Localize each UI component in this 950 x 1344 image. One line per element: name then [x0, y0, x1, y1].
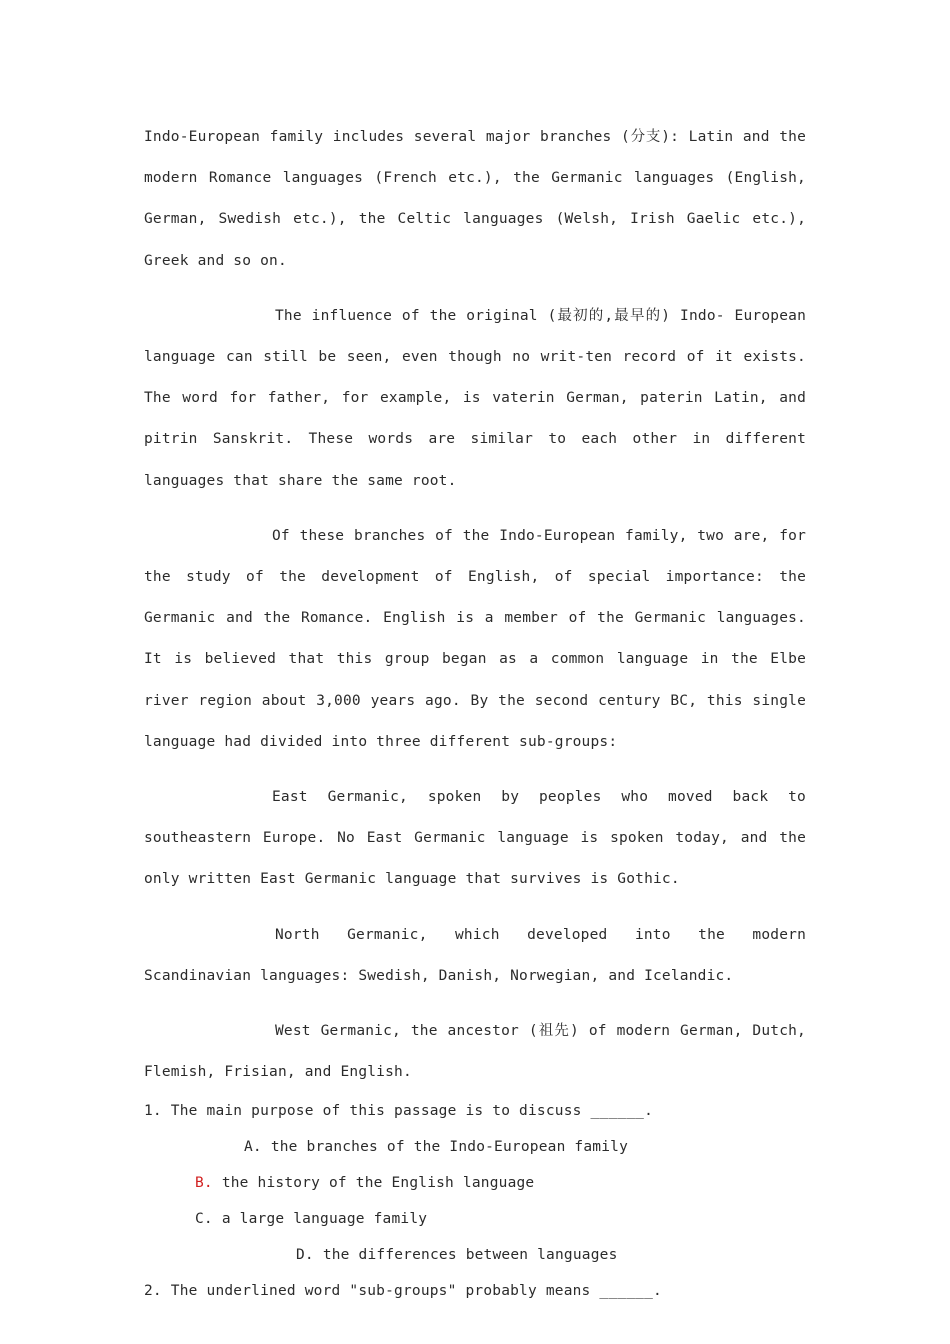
question-1-option-a[interactable] — [144, 1129, 806, 1165]
option-d-text: the differences between languages — [322, 1247, 618, 1264]
option-d-letter: D. — [296, 1247, 314, 1264]
passage-paragraph-4: East Germanic, spoken by peoples who moved back to southeastern Europe. No East Germanic language is spoken today, and the only written East Germanic language that survives is Gothic. — [144, 789, 806, 888]
option-a-text: the branches of the Indo-European family — [270, 1139, 629, 1156]
document-content — [144, 117, 806, 1309]
question-1-option-c[interactable] — [144, 1201, 806, 1237]
passage-paragraph-5: North Germanic, which developed into the modern Scandinavian languages: Swedish, Danish, Norwegian, and Icelandic. — [144, 926, 806, 984]
option-b-text: the history of the English language — [221, 1175, 535, 1192]
question-1-option-b[interactable] — [144, 1165, 806, 1201]
question-2-stem: 2. The underlined word "sub-groups" probably means ______. — [144, 1283, 662, 1300]
passage-paragraph-6: West Germanic, the ancestor (祖先) of modern German, Dutch, Flemish, Frisian, and English. — [144, 1023, 806, 1081]
question-2 — [144, 1273, 806, 1309]
option-c-text: a large language family — [221, 1211, 428, 1228]
question-1 — [144, 1093, 806, 1273]
option-b-letter: B. — [195, 1175, 213, 1192]
passage-paragraph-2: The influence of the original (最初的,最早的) Indo- European language can still be seen, even though no writ-ten record of it exists. The word for father, for example, is vaterin German, paterin Latin, and pitrin Sanskrit. These words are similar to each other in different languages that share the same root. — [144, 307, 806, 489]
option-c-letter: C. — [195, 1211, 213, 1228]
passage-paragraph-3: Of these branches of the Indo-European family, two are, for the study of the development of English, of special importance: the Germanic and the Romance. English is a member of the Germanic languages. It is believed that this group began as a common language in the Elbe river region about 3,000 years ago. By the second century BC, this single language had divided into three different sub-groups: — [144, 527, 806, 750]
question-1-stem: 1. The main purpose of this passage is to discuss ______. — [144, 1103, 653, 1120]
question-1-option-d[interactable] — [144, 1237, 806, 1273]
passage-paragraph-1: Indo-European family includes several major branches (分支): Latin and the modern Romance languages (French etc.), the Germanic languages (English, German, Swedish etc.), the Celtic languages (Welsh, Irish Gaelic etc.), Greek and so on. — [144, 129, 806, 269]
option-a-letter: A. — [244, 1139, 262, 1156]
